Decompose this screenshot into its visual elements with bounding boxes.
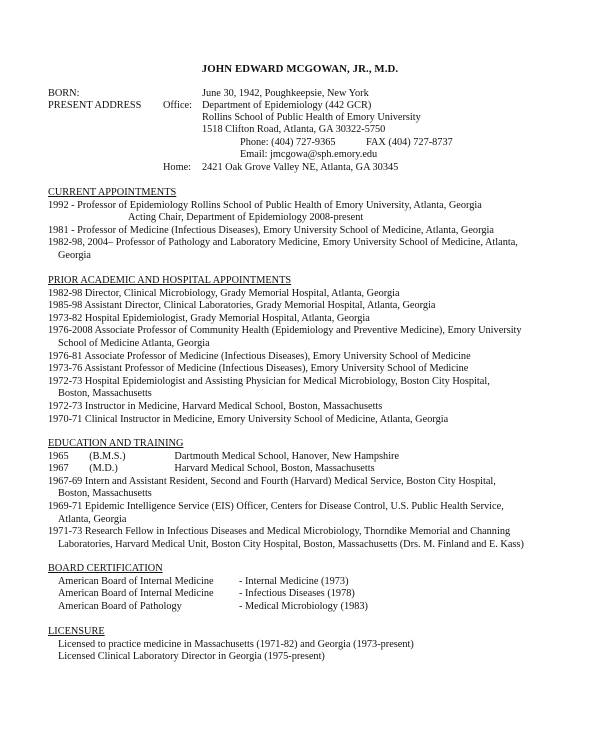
cv-name: JOHN EDWARD MCGOWAN, JR., M.D.: [201, 63, 399, 75]
office-fax: FAX (404) 727-8737: [366, 137, 453, 148]
current-appointments-section: [48, 187, 568, 263]
list-item: Boston, Massachusetts: [58, 488, 152, 500]
list-item: 1970-71 Clinical Instructor in Medicine, Emory University School of Medicine, Atlanta, Georgia: [48, 413, 449, 425]
list-item: 1969-71 Epidemic Intelligence Service (EIS) Officer, Centers for Disease Control, U.S. Public Health Service,: [48, 500, 504, 512]
list-item: 1972-73 Instructor in Medicine, Harvard Medical School, Boston, Massachusetts: [48, 400, 383, 412]
office-email: Email: jmcgowa@sph.emory.edu: [240, 149, 378, 160]
list-item: 1992 - Professor of Epidemiology Rollins School of Public Health of Emory University, Atlanta, Georgia: [48, 199, 482, 211]
list-item: 1982-98 Director, Clinical Microbiology, Grady Memorial Hospital, Atlanta, Georgia: [48, 287, 400, 299]
list-item: 1985-98 Assistant Director, Clinical Laboratories, Grady Memorial Hospital, Atlanta, Georgia: [48, 300, 436, 312]
list-item: 1973-82 Hospital Epidemiologist, Grady Memorial Hospital, Atlanta, Georgia: [48, 312, 370, 324]
list-item: Atlanta, Georgia: [58, 513, 127, 525]
board-row: [48, 576, 568, 589]
list-item: School of Medicine Atlanta, Georgia: [58, 337, 210, 349]
list-item: Boston, Massachusetts: [58, 388, 152, 400]
office-line-3: 1518 Clifton Road, Atlanta, GA 30322-5750: [202, 124, 386, 135]
board-name: American Board of Internal Medicine: [58, 575, 214, 587]
list-item: 1965 (B.M.S.) Dartmouth Medical School, Hanover, New Hampshire: [48, 450, 400, 462]
education-section: [48, 438, 568, 551]
list-item: Licensed to practice medicine in Massachusetts (1971-82) and Georgia (1973-present): [58, 638, 414, 650]
board-certification-section: [48, 563, 568, 613]
board-name: American Board of Pathology: [58, 600, 182, 612]
list-item: 1967 (M.D.) Harvard Medical School, Boston, Massachusetts: [48, 463, 375, 475]
list-item: Licensed Clinical Laboratory Director in Georgia (1975-present): [58, 651, 325, 663]
list-item: Laboratories, Harvard Medical Unit, Boston City Hospital, Boston, Massachusetts (Drs. M. Finland and E. Kass): [58, 538, 524, 550]
born-label: BORN:: [48, 88, 80, 99]
prior-appointments-section: [48, 275, 568, 426]
office-phone: Phone: (404) 727-9365: [240, 137, 336, 148]
list-item: 1967-69 Intern and Assistant Resident, Second and Fourth (Harvard) Medical Service, Boston City Hospital,: [48, 475, 496, 487]
licensure-heading: LICENSURE: [48, 626, 105, 637]
board-row: [48, 588, 568, 601]
home-address: 2421 Oak Grove Valley NE, Atlanta, GA 30345: [202, 162, 399, 173]
list-item: 1976-81 Associate Professor of Medicine (Infectious Diseases), Emory University School of Medicine: [48, 350, 471, 362]
address-label: PRESENT ADDRESS: [48, 100, 142, 111]
list-item: 1971-73 Research Fellow in Infectious Diseases and Medical Microbiology, Thorndike Memorial and Channing: [48, 526, 511, 538]
education-heading: EDUCATION AND TRAINING: [48, 438, 184, 449]
list-item: 1976-2008 Associate Professor of Community Health (Epidemiology and Preventive Medicine), Emory University: [48, 325, 522, 337]
board-specialty: - Infectious Diseases (1978): [239, 588, 355, 600]
home-label: Home:: [163, 162, 192, 173]
office-line-1: Department of Epidemiology (442 GCR): [202, 100, 372, 111]
current-appointments-heading: CURRENT APPOINTMENTS: [48, 187, 177, 198]
list-item: 1972-73 Hospital Epidemiologist and Assisting Physician for Medical Microbiology, Boston City Hospital,: [48, 375, 490, 387]
prior-appointments-heading: PRIOR ACADEMIC AND HOSPITAL APPOINTMENTS: [48, 275, 292, 286]
licensure-section: [48, 626, 568, 664]
board-name: American Board of Internal Medicine: [58, 588, 214, 600]
list-item: 1982-98, 2004– Professor of Pathology and Laboratory Medicine, Emory University School of Medicine, Atlanta,: [48, 237, 518, 249]
board-specialty: - Internal Medicine (1973): [239, 575, 349, 587]
board-certification-heading: BOARD CERTIFICATION: [48, 563, 163, 574]
list-item: 1981 - Professor of Medicine (Infectious Diseases), Emory University School of Medicine, Atlanta, Georgia: [48, 224, 494, 236]
office-label: Office:: [163, 100, 192, 111]
list-item: Georgia: [58, 249, 91, 261]
board-row: [48, 601, 568, 614]
born-value: June 30, 1942, Poughkeepsie, New York: [202, 88, 369, 99]
office-line-2: Rollins School of Public Health of Emory University: [202, 112, 421, 123]
list-item: 1973-76 Assistant Professor of Medicine (Infectious Diseases), Emory University School of Medicine: [48, 363, 469, 375]
list-item: Acting Chair, Department of Epidemiology 2008-present: [128, 212, 364, 224]
board-specialty: - Medical Microbiology (1983): [239, 600, 368, 612]
